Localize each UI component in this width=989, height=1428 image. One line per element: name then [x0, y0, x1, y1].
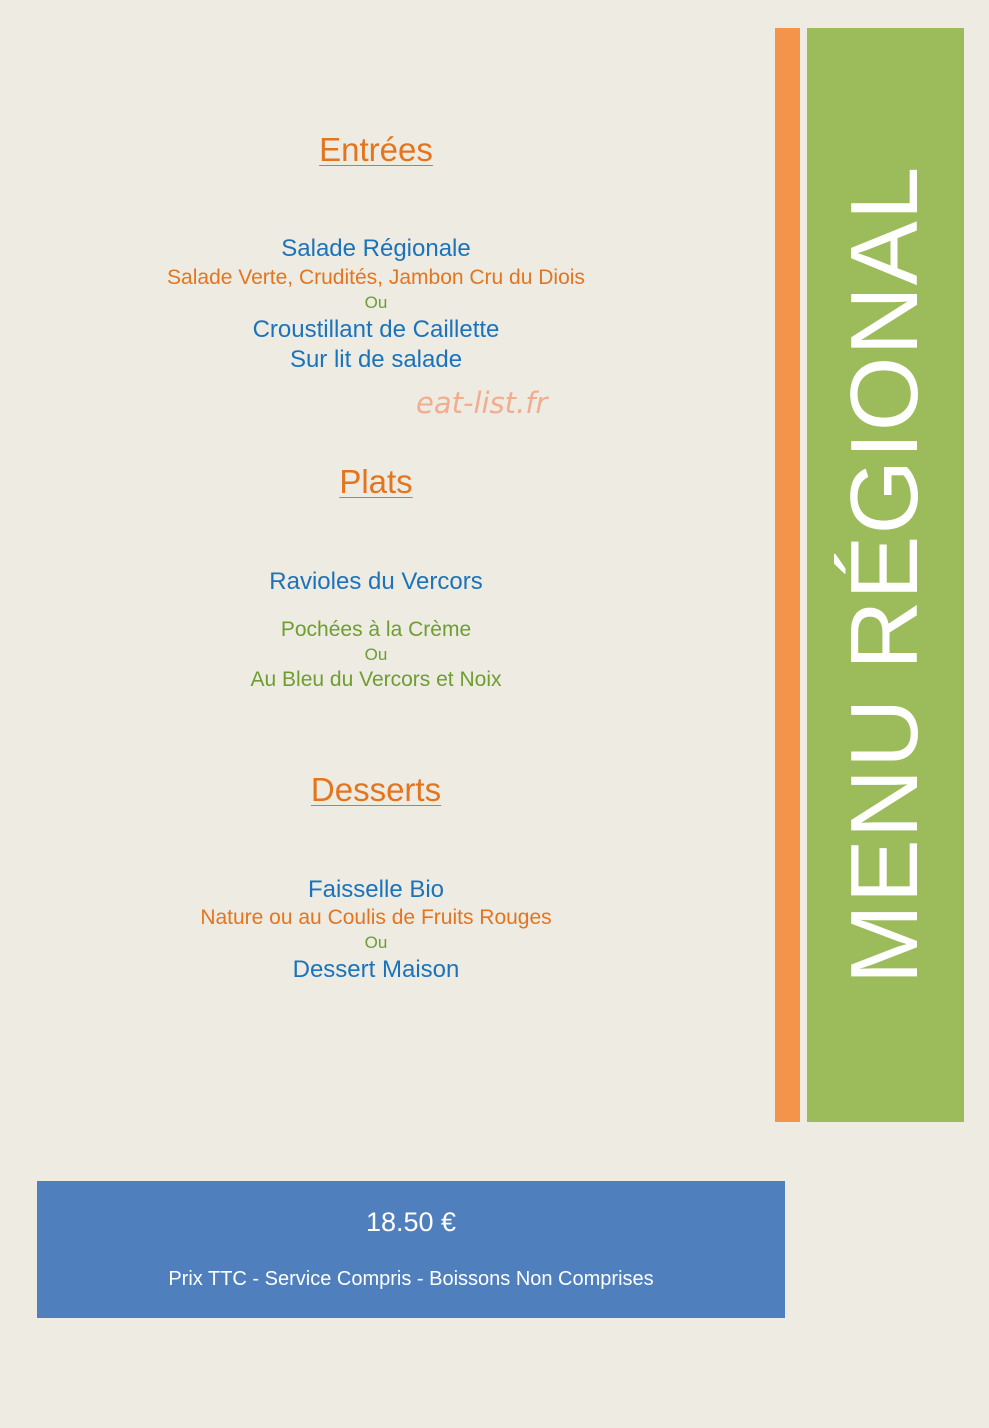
dish-faisselle-bio: Faisselle Bio	[307, 876, 445, 903]
menu-price: 18.50 €	[365, 1207, 457, 1237]
or-separator-entrees: Ou	[364, 293, 388, 312]
dish-ravioles-option-bleu: Au Bleu du Vercors et Noix	[250, 668, 502, 691]
or-separator-desserts: Ou	[364, 933, 388, 952]
dish-salade-regionale-description: Salade Verte, Crudités, Jambon Cru du Diois	[167, 266, 585, 289]
dish-croustillant-caillette-subtitle: Sur lit de salade	[289, 346, 463, 373]
price-box	[37, 1181, 785, 1318]
section-heading-plats: Plats	[339, 463, 413, 500]
dish-ravioles-option-creme: Pochées à la Crème	[280, 618, 472, 641]
dish-croustillant-caillette: Croustillant de Caillette	[252, 316, 500, 343]
watermark-text: eat-list.fr	[416, 386, 548, 420]
dish-ravioles-vercors: Ravioles du Vercors	[269, 568, 483, 595]
section-heading-desserts: Desserts	[310, 771, 442, 808]
price-conditions: Prix TTC - Service Compris - Boissons Non Comprises	[168, 1268, 654, 1290]
dish-dessert-maison: Dessert Maison	[292, 956, 460, 983]
dish-faisselle-bio-description: Nature ou au Coulis de Fruits Rouges	[200, 906, 552, 929]
or-separator-plats: Ou	[364, 645, 388, 664]
menu-title-vertical: MENU RÉGIONAL	[831, 165, 938, 985]
dish-salade-regionale: Salade Régionale	[281, 235, 471, 262]
section-heading-entrees: Entrées	[319, 131, 433, 168]
orange-accent-bar	[775, 28, 800, 1122]
